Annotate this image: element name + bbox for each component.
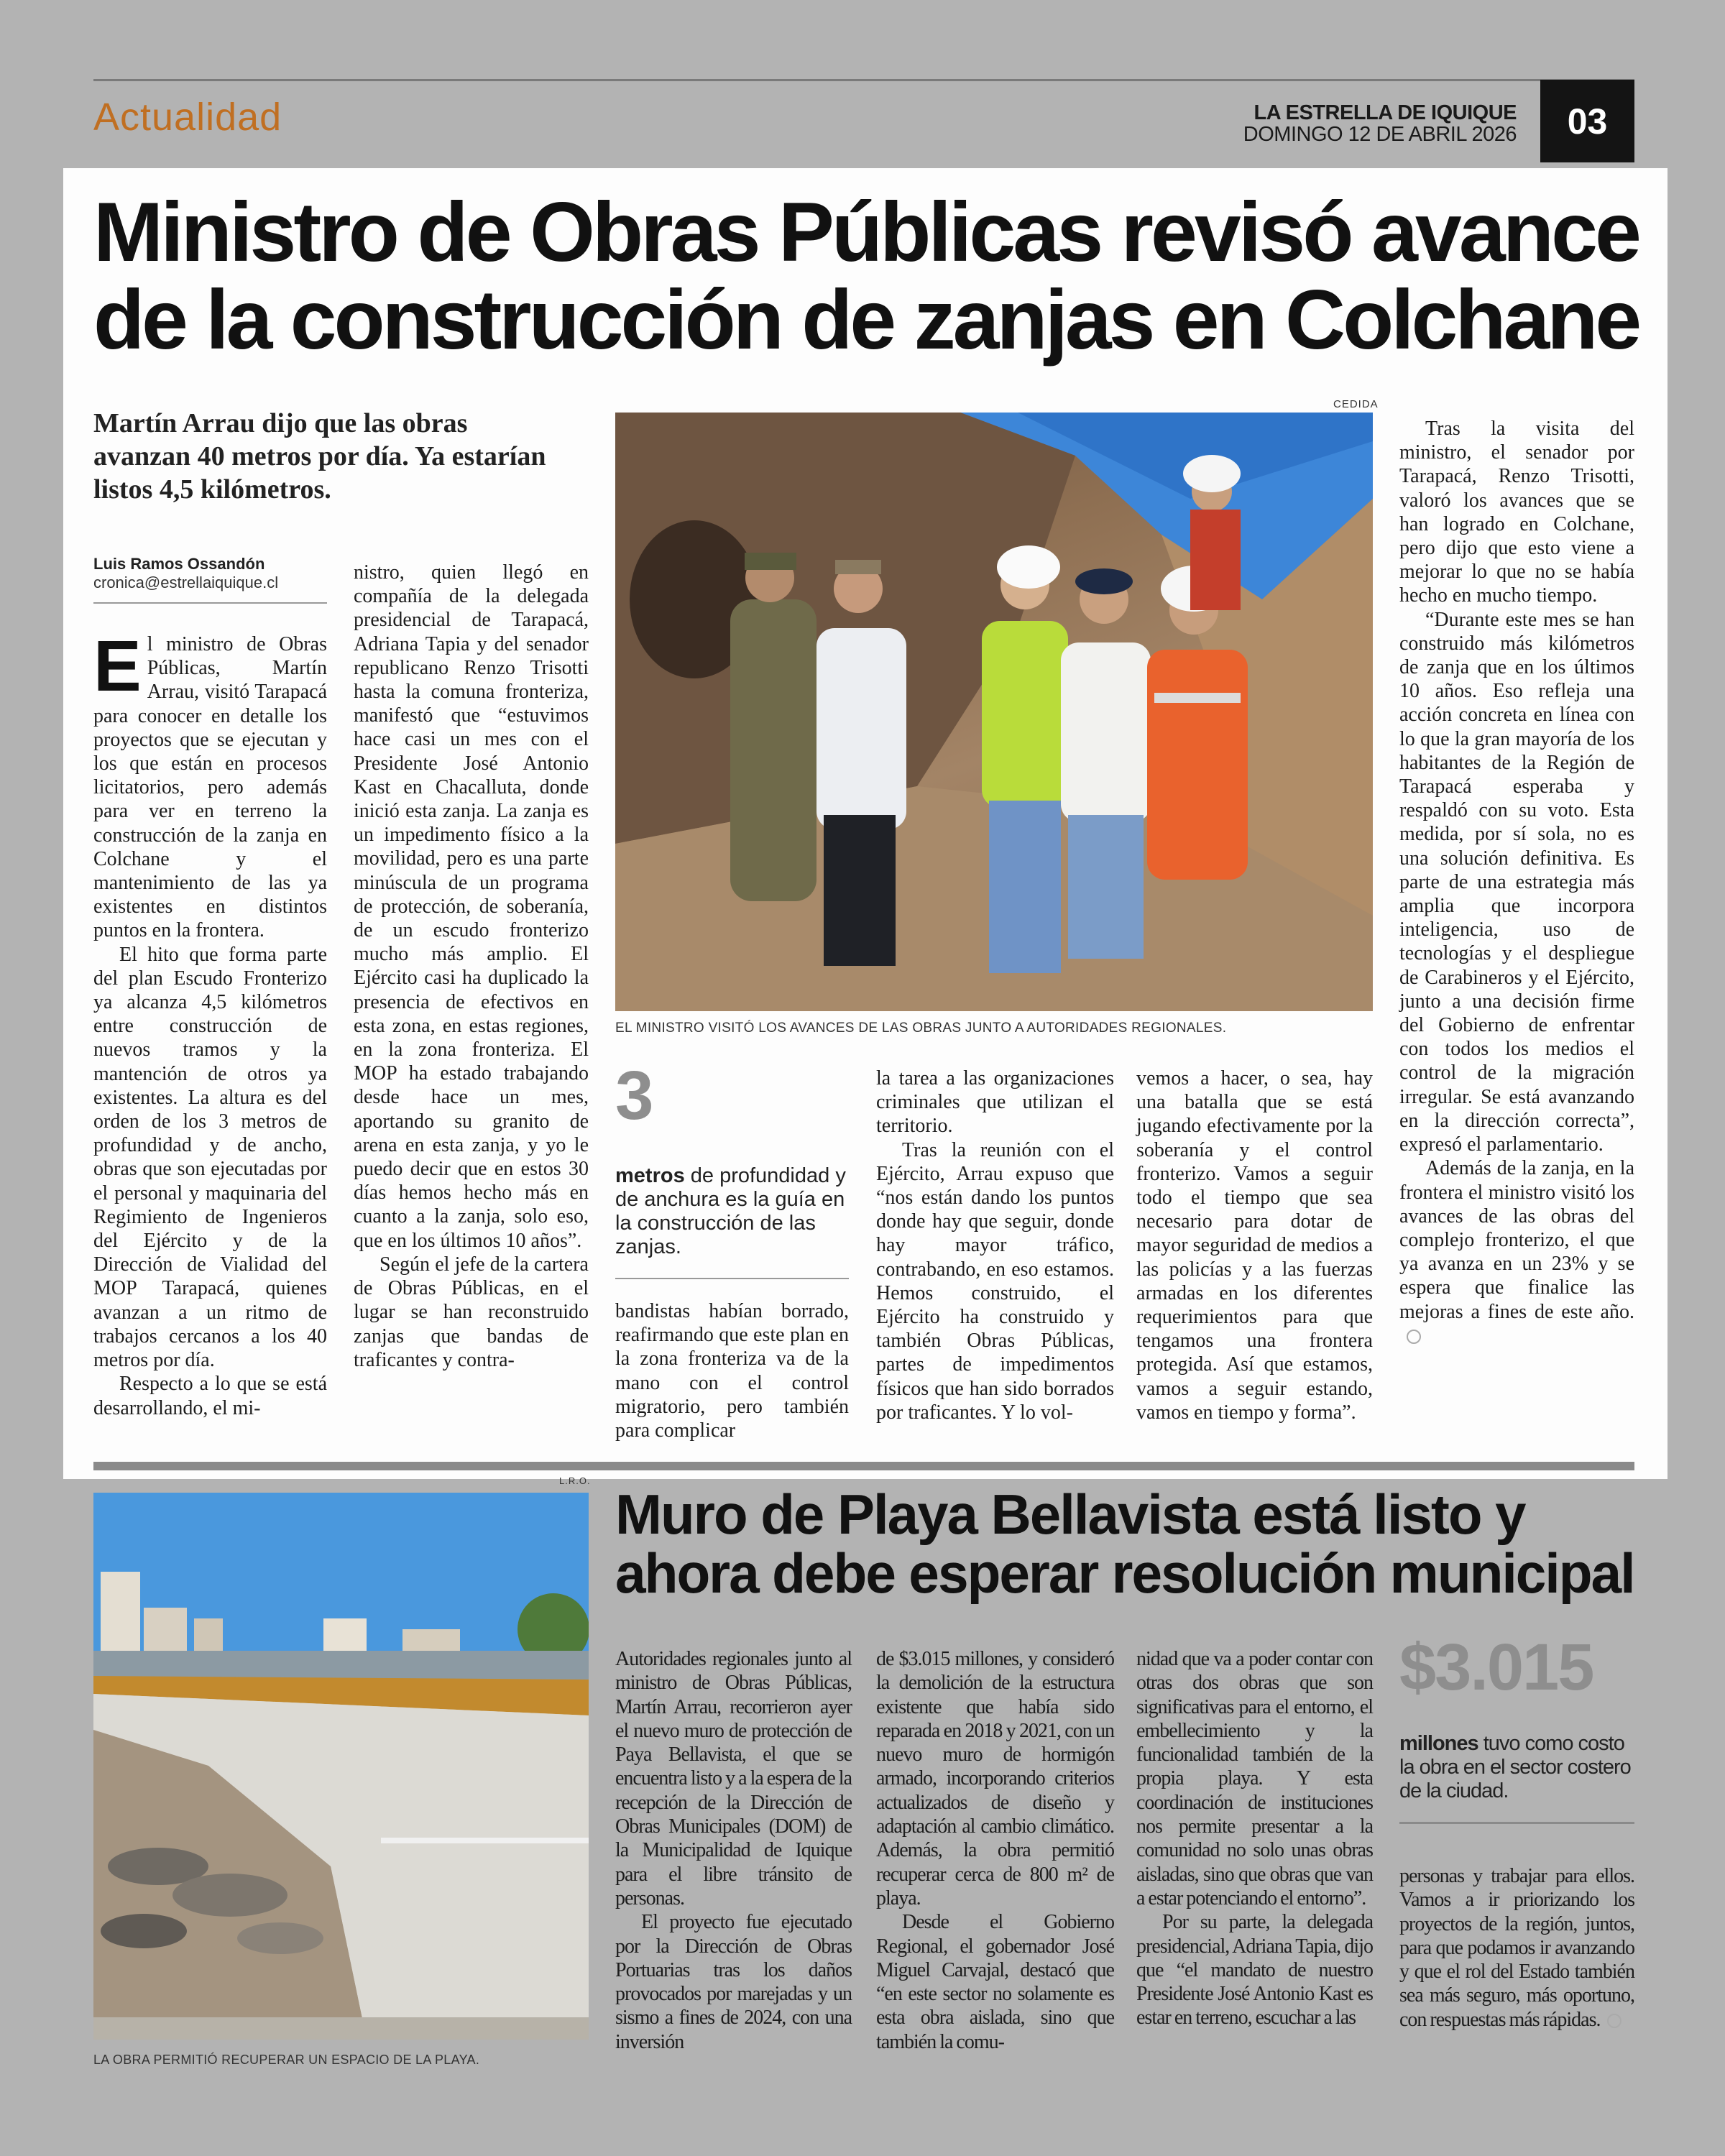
headline-line: ahora debe esperar resolución municipal [615,1542,1634,1605]
paragraph: Tras la reunión con el Ejército, Arrau expuso que “nos están dando los puntos donde hay que seguir, donde hay mayor tráfico, contrabando, en eso estamos. Hemos construido, el Ejército ha construido y también Obras Públicas, partes de impedimentos físicos que han sido borrados por traficantes. Y lo vol- [876,1138,1114,1424]
paragraph: nistro, quien llegó en compañía de la delegada presidencial de Tarapacá, Adriana Tapia y del senador republicano Renzo Trisotti hasta la comuna fronteriza, manifestó que “estuvimos hace casi un mes con el Presidente José Antonio Kast en Chacalluta, donde inició esta zanja. La zanja es un impedimento físico a la movilidad, pero es una parte minúscula de un programa de protección, de soberanía, de un escudo fronterizo mucho más amplio. El Ejército casi ha duplicado la presencia de efectivos en esta zona, en estas regiones, en la zona fronteriza. El MOP ha estado trabajando desde hace un mes, aportando su granito de arena en esta zanja, y yo le puedo decir que en estos 30 días hemos hecho más en cuanto a la zanja, solo eso, que en los últimos 10 años”. [354,561,589,1252]
masthead [1243,102,1517,145]
paragraph: El hito que forma parte del plan Escudo Fronterizo ya alcanza 4,5 kilómetros entre construcción de nuevos tramos y la mantención de otros ya existentes. La altura es del orden de los 3 metros de profundidad y de ancho, obras que son ejecutadas por el personal y maquinaria del Regimiento de Ingenieros del Ejército y de la Dirección de Vialidad del MOP Tarapacá, quienes avanzan a un ritmo de trabajos cercanos a los 40 metros por día. [93,943,327,1372]
paragraph: de $3.015 millones, y consideró la demolición de la estructura existente que había sido reparada en 2018 y 2021, con un nuevo muro de hormigón armado, incorporando criterios actualizados de diseño y adaptación al cambio climático. Además, la obra permitió recuperar cerca de 800 m² de playa. [876,1648,1114,1909]
photo-caption: EL MINISTRO VISITÓ LOS AVANCES DE LAS OBRAS JUNTO A AUTORIDADES REGIONALES. [615,1021,1227,1036]
paragraph: Autoridades regionales junto al ministro de Obras Públicas, Martín Arrau, recorrieron ayer el nuevo muro de protección de Paya Bellavista, el que se encuentra listo y a la espera de la recepción de la Dirección de Obras Municipales (DOM) de la Municipalidad de Iquique para el libre tránsito de personas. [615,1648,852,1909]
article-column-6 [1399,417,1634,1348]
paragraph: nidad que va a poder contar con otras dos obras que son significativas para el entorno, el embellecimiento y la funcionalidad también de la propia playa. Y esta coordinación de instituciones nos permite presentar a la comunidad no solo unas obras aisladas, sino que obras que van a estar potenciando el entorno”. [1136,1648,1373,1909]
photo-credit: CEDIDA [1333,398,1379,410]
callout-divider [1399,1822,1634,1824]
paragraph: El ministro de Obras Públicas, Martín Arrau, visitó Tarapacá para conocer en detalle los proyectos que se ejecutan y los que están en procesos licitatorios, pero además para ver en terreno la construcción de la zanja en Colchane y el mantenimiento de las ya existentes en distintos puntos en la frontera. [93,626,327,942]
article-headline [93,185,1660,367]
fact-callout [615,1056,849,1279]
callout-number: $3.015 [1399,1631,1593,1704]
end-mark-icon [1607,2014,1622,2028]
article-column-2 [354,561,589,1372]
callout-number: 3 [615,1057,654,1134]
article2-column-2 [876,1647,1114,2054]
article-deck: Martín Arrau dijo que las obras avanzan 40 metros por día. Ya estarían listos 4,5 kilómetros. [93,408,546,505]
page-number: 03 [1540,80,1634,162]
paragraph: Respecto a lo que se está desarrollando, el mi- [93,1373,327,1419]
issue-date: DOMINGO 12 DE ABRIL 2026 [1243,123,1517,146]
article-column-5 [1136,1067,1373,1424]
trench-photo-image [615,413,1373,1011]
paragraph: personas y trabajar para ellos. Vamos a ir priorizando los proyectos de la región, juntos, para que podamos ir avanzando y que el rol del Estado también sea más seguro, más oportuno, con respuestas más rápidas. [1399,1865,1634,2031]
beach-wall-photo [93,1493,589,2040]
headline-line: de la construcción de zanjas en Colchane [93,272,1639,367]
callout-text: metros de profundidad y de anchura es la guía en la construcción de las zanjas. [615,1164,846,1258]
article-headline [615,1485,1636,1603]
paragraph: Según el jefe de la cartera de Obras Públicas, en el lugar se han reconstruido zanjas que bandas de traficantes y contra- [354,1253,589,1371]
article-column-4 [876,1067,1114,1424]
end-mark-icon [1407,1330,1421,1344]
article2-column-3 [1136,1647,1373,2030]
callout-text: millones tuvo como costo la obra en el sector costero de la ciudad. [1399,1732,1631,1802]
article2-column-1 [615,1647,852,2054]
paragraph: la tarea a las organizaciones criminales que utilizan el territorio. [876,1067,1114,1138]
paragraph: Por su parte, la delegada presidencial, Adriana Tapia, dijo que “el mandato de nuestro Presidente José Antonio Kast es estar en terreno, escuchar a las [1136,1911,1373,2030]
article-column-3 [615,1299,849,1442]
paragraph: bandistas habían borrado, reafirmando que este plan en la zona fronteriza va de la mano con el control migratorio, pero también para complicar [615,1300,849,1442]
paper-name: LA ESTRELLA DE IQUIQUE [1254,101,1517,124]
fact-callout [1399,1630,1634,1824]
article2-column-4 [1399,1864,1634,2032]
byline-divider [93,602,327,604]
article-column-1 [93,626,327,1420]
headline-line: Muro de Playa Bellavista está listo y [615,1483,1525,1546]
photo-caption: LA OBRA PERMITIÓ RECUPERAR UN ESPACIO DE LA PLAYA. [93,2053,480,2067]
section-divider [93,1462,1634,1470]
paragraph: El proyecto fue ejecutado por la Dirección de Obras Portuarias tras los daños provocados por marejadas y un sismo a fines de 2024, con una inversión [615,1911,852,2053]
paragraph: Además de la zanja, en la frontera el ministro visitó los avances de las obras del complejo fronterizo, el que ya avanza en un 23% y se espera que finalice las mejoras a fines de este año. [1399,1156,1634,1348]
paragraph: vemos a hacer, o sea, hay una batalla que se está jugando efectivamente por la soberanía y el control fronterizo. Vamos a seguir todo el tiempo que sea necesario para dotar de mayor seguridad de medios a las policías y a las fuerzas armadas en los diferentes requerimientos para que tengamos una frontera protegida. Así que estamos, vamos a seguir estando, vamos en tiempo y forma”. [1136,1067,1373,1424]
section-title: Actualidad [93,96,282,139]
headline-line: Ministro de Obras Públicas revisó avance [93,185,1639,279]
paragraph: Tras la visita del ministro, el senador por Tarapacá, Renzo Trisotti, valoró los avances que se han logrado en Colchane, pero dijo que esto viene a mejorar lo que no se había hecho en mucho tiempo. [1399,418,1634,607]
author-name: Luis Ramos Ossandón [93,555,265,573]
trench-photo [615,413,1373,1011]
beach-wall-photo-image [93,1493,589,2040]
callout-divider [615,1278,849,1279]
header-rule [93,79,1634,81]
paragraph: “Durante este mes se han construido más kilómetros de zanja que en los últimos 10 años. Eso refleja una acción concreta en línea con lo que la gran mayoría de los habitantes de la Región de Tarapacá esperaba y respaldó con su voto. Esta medida, por sí sola, no es una solución definitiva. Es parte de una estrategia más amplia que incorpora inteligencia, uso de tecnologías y el despliegue de Carabineros y el Ejército, junto a una decisión firme del Gobierno de enfrentar con todos los medios el control de la migración irregular. Se está avanzando en la dirección correcta”, expresó el parlamentario. [1399,608,1634,1156]
paragraph: Desde el Gobierno Regional, el gobernador José Miguel Carvajal, destacó que “en este sector no solamente es esta obra aislada, sino que también la comu- [876,1911,1114,2053]
photo-credit: L.R.O. [559,1475,591,1486]
drop-cap: E [93,626,142,706]
author-email: cronica@estrellaiquique.cl [93,573,279,591]
